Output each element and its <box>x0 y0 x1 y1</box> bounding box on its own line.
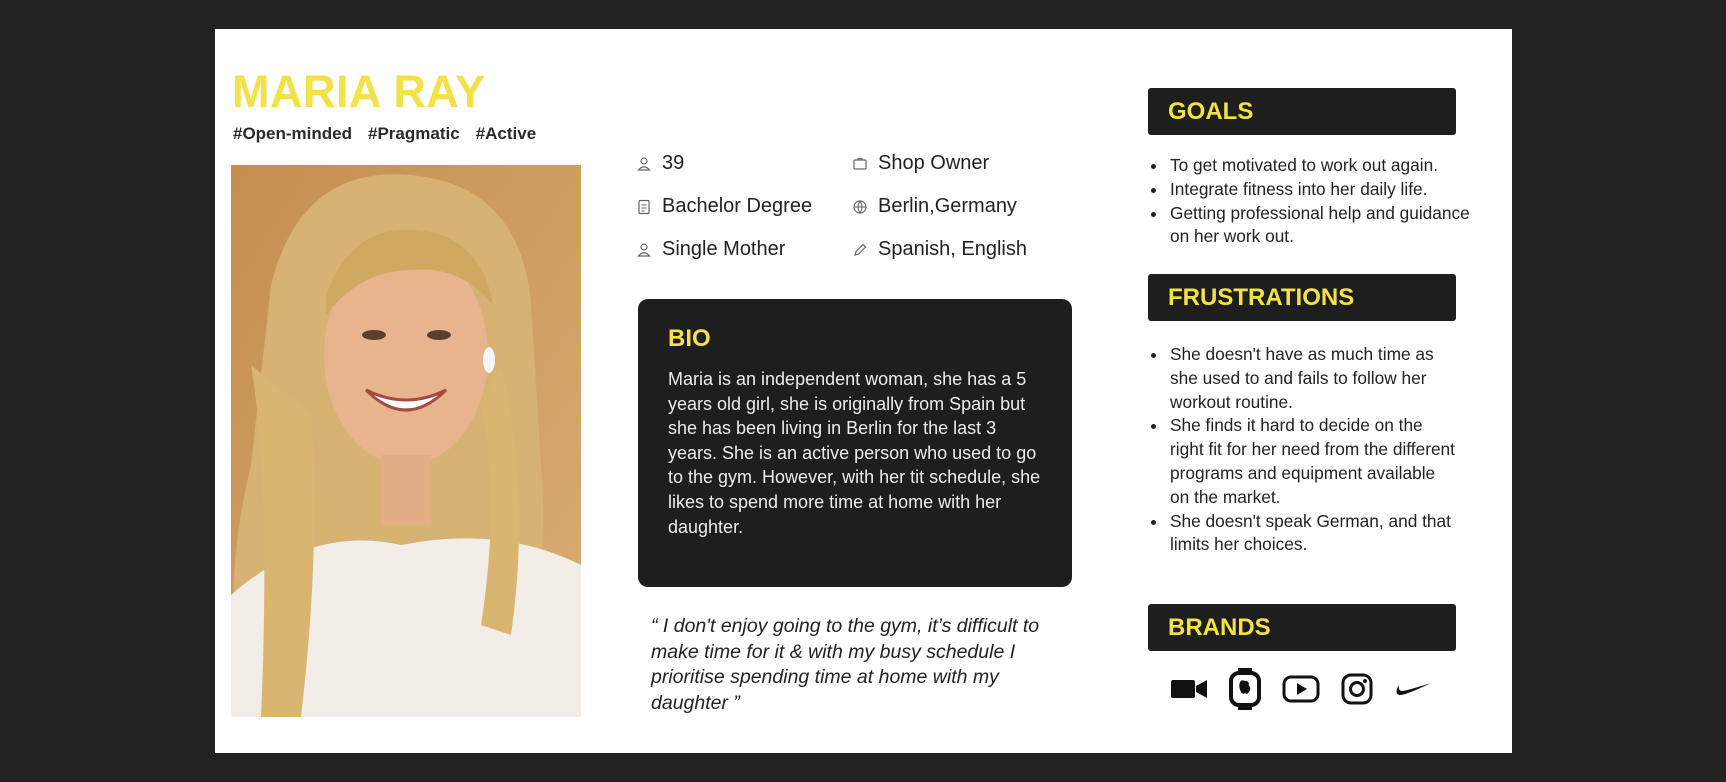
nike-icon <box>1394 668 1432 710</box>
bio-title: BIO <box>668 325 711 352</box>
list-item: • To get motivated to work out again. <box>1168 154 1478 178</box>
persona-name: MARIA RAY <box>232 66 486 117</box>
tag: #Active <box>475 124 537 143</box>
person-icon <box>636 242 652 258</box>
info-occupation-value: Shop Owner <box>878 152 990 174</box>
info-education-value: Bachelor Degree <box>662 195 813 217</box>
persona-quote: “ I don't enjoy going to the gym, it’s difficult to make time for it & with my busy schedule I prioritise spending time at home with my daughter ” <box>651 615 1040 714</box>
frustrations-list <box>1148 343 1458 557</box>
tag: #Open-minded <box>233 124 353 143</box>
info-education <box>636 195 812 218</box>
info-location-value: Berlin,Germany <box>878 195 1017 217</box>
globe-icon <box>852 199 868 215</box>
goals-list <box>1148 154 1478 249</box>
document-icon <box>636 199 652 215</box>
list-item: • Getting professional help and guidance on her work out. <box>1168 202 1478 250</box>
briefcase-icon <box>852 156 868 172</box>
bio-text: Maria is an independent woman, she has a 5 years old girl, she is originally from Spain but she has been living in Berlin for the last 3 years. She is an active person who used to go to the gym. However, with her tit schedule, she likes to spend more time at home with her daughter. <box>668 369 1041 537</box>
info-occupation <box>852 152 989 175</box>
list-item: • She doesn't speak German, and that limits her choices. <box>1168 510 1458 558</box>
info-location <box>852 195 1017 218</box>
bio-panel <box>638 299 1072 587</box>
list-item: • Integrate fitness into her daily life. <box>1168 178 1478 202</box>
list-item: • She doesn't have as much time as she used to and fails to follow her workout routine. <box>1168 343 1458 414</box>
info-languages <box>852 238 1027 261</box>
youtube-icon <box>1282 668 1320 710</box>
goals-header: GOALS <box>1148 88 1456 135</box>
pen-icon <box>852 242 868 258</box>
info-status <box>636 238 785 261</box>
instagram-icon <box>1338 668 1376 710</box>
persona-photo <box>231 165 581 717</box>
list-item: • She finds it hard to decide on the right fit for her need from the different programs and equipment available on the market. <box>1168 414 1458 509</box>
apple-watch-icon <box>1226 668 1264 710</box>
info-age-value: 39 <box>662 152 685 174</box>
persona-tags <box>233 124 536 144</box>
info-languages-value: Spanish, English <box>878 238 1027 260</box>
frustrations-header: FRUSTRATIONS <box>1148 274 1456 321</box>
video-camera-icon <box>1170 668 1208 710</box>
info-status-value: Single Mother <box>662 238 786 260</box>
brands-header: BRANDS <box>1148 604 1456 651</box>
info-age <box>636 152 684 175</box>
person-icon <box>636 156 652 172</box>
brands-row <box>1170 668 1432 710</box>
tag: #Pragmatic <box>368 124 460 143</box>
